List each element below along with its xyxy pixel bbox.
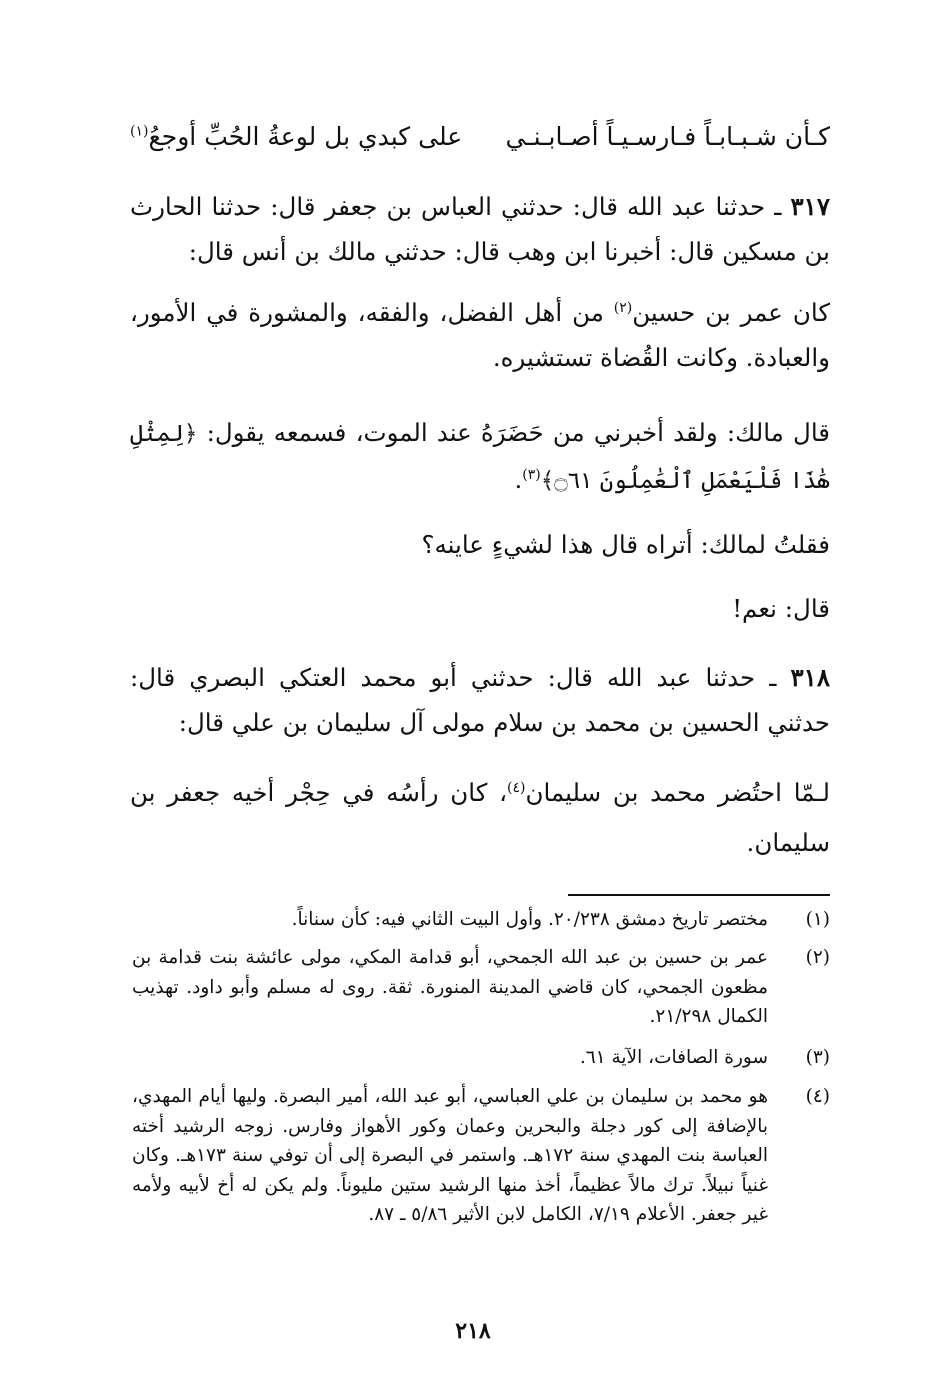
footnote-3 xyxy=(132,1043,830,1073)
paragraph-text: من أهل الفضل، والفقه، والمشورة في الأمور، والعبادة. وكانت القُضاة تستشيره. xyxy=(130,298,830,372)
footnote-separator xyxy=(568,894,830,896)
footnote-text: سورة الصافات، الآية ٦١. xyxy=(579,1047,768,1068)
paragraph-text: فقلتُ لمالك: أتراه قال هذا لشيءٍ عاينه؟ xyxy=(421,530,830,559)
narration-number: ٣١٧ xyxy=(790,192,830,221)
paragraph-end: . xyxy=(514,465,523,494)
isnad-text: ـ حدثنا عبد الله قال: حدثني العباس بن جعفر قال: حدثنا الحارث بن مسكين قال: أخبرنا ابن وهب قال: حدثني مالك بن أنس قال: xyxy=(130,192,830,266)
paragraph-text: كان عمر بن حسين xyxy=(632,298,830,327)
footnote-4 xyxy=(132,1082,830,1230)
paragraph-text: قال: نعم! xyxy=(732,594,830,623)
isnad-text: ـ حدثنا عبد الله قال: حدثني أبو محمد العتكي البصري قال: حدثني الحسين بن محمد بن سلام مولى آل سليمان بن علي قال: xyxy=(130,663,830,737)
footnote-number: (٢) xyxy=(805,947,830,968)
footnote-ref-2: (٢) xyxy=(613,299,633,316)
narration-317-paragraph-4 xyxy=(130,586,830,631)
footnote-text: عمر بن حسين بن عبد الله الجمحي، أبو قدامة المكي، مولى عائشة بنت قدامة بن مظعون الجمحي، كان قاضي المدينة المنورة. ثقة. روى له مسلم وأبو داود. تهذيب الكمال ٢١/٢٩٨. xyxy=(132,947,768,1027)
poem-second-hemistich-wrap xyxy=(130,122,462,151)
narration-317-paragraph-3 xyxy=(130,522,830,567)
narration-number: ٣١٨ xyxy=(790,663,830,692)
quran-verse: ﴿لِمِثْلِ هَٰذَا فَلْيَعْمَلِ ٱلْعَٰمِلُونَ ۝٦١﴾ xyxy=(130,421,830,494)
paragraph-text: ، كان رأسُه في حِجْر أخيه جعفر بن سليمان. xyxy=(130,778,830,857)
footnote-text: هو محمد بن سليمان بن علي العباسي، أبو عبد الله، أمير البصرة. وليها أيام المهدي، بالإضافة إلى كور دجلة والبحرين وعمان وكور الأهواز وفارس. زوجه الرشيد أخته العباسة بنت المهدي سنة ١٧٢هـ. واستمر في البصرة إلى أن توفي سنة ١٧٣هـ. وكان غنياً نبيلاً. ترك مالاً عظيماً، أخذ منها الرشيد ستين مليوناً. ولم يكن له أخ لأبيه ولأمه غير جعفر. الأعلام ٧/١٩، الكامل لابن الأثير ٥/٨٦ ـ ٨٧. xyxy=(132,1086,768,1225)
page-number: ٢١٨ xyxy=(455,1318,491,1344)
narration-317-paragraph-2 xyxy=(130,410,830,504)
poem-verse xyxy=(130,122,830,166)
footnote-2 xyxy=(132,943,830,1032)
footnote-ref-3: (٣) xyxy=(522,466,541,483)
footnote-number: (١) xyxy=(805,909,830,930)
narration-317-paragraph-1 xyxy=(130,290,830,380)
narration-318-paragraph-1 xyxy=(130,768,830,868)
poem-second-hemistich: على كبدي بل لوعةُ الحُبِّ أوجعُ xyxy=(148,122,463,151)
paragraph-text: قال مالك: ولقد أخبرني من حَضَرَهُ عند الموت، فسمعه يقول: xyxy=(206,418,830,447)
narration-318-isnad xyxy=(130,655,830,745)
footnote-number: (٤) xyxy=(805,1086,830,1107)
footnote-text: مختصر تاريخ دمشق ٢٠/٢٣٨. وأول البيت الثاني فيه: كأن سناناً. xyxy=(291,909,768,930)
paragraph-text: لـمّا احتُضر محمد بن سليمان xyxy=(525,778,830,807)
footnote-1 xyxy=(132,905,830,935)
footnote-ref-1: (١) xyxy=(130,123,149,140)
footnote-ref-4: (٤) xyxy=(507,779,526,796)
footnote-number: (٣) xyxy=(805,1047,830,1068)
narration-317-isnad xyxy=(130,184,830,274)
poem-first-hemistich: كـأن شـبـابـاً فـارسـيـاً أصـابـنـي xyxy=(505,122,830,151)
